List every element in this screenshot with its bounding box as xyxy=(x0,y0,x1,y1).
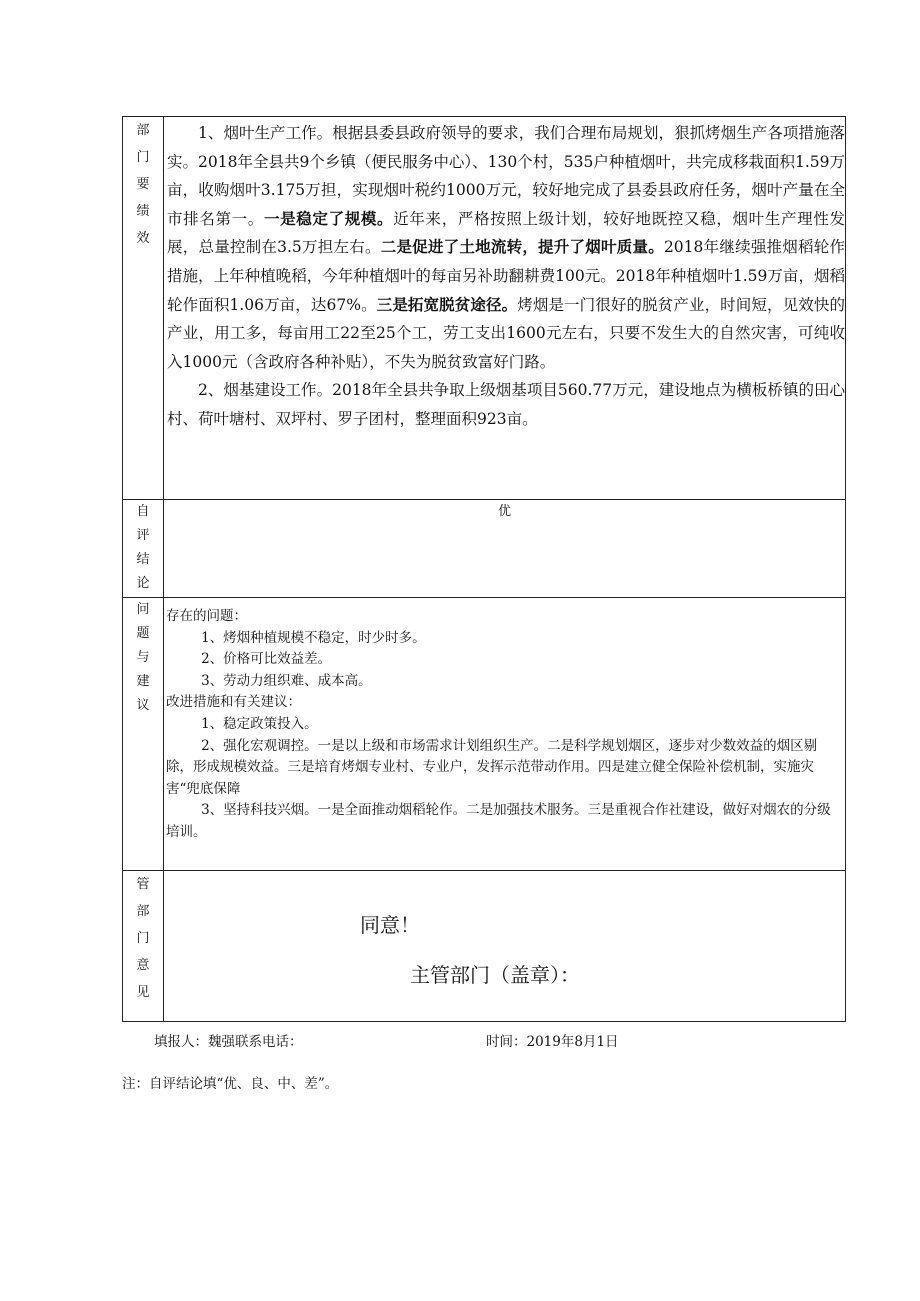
agree-text: 同意！ xyxy=(360,913,420,937)
label-char: 要 xyxy=(136,177,150,192)
form-table xyxy=(122,116,846,1022)
dept-seal-text: 主管部门（盖章）： xyxy=(410,963,580,987)
issues-row xyxy=(123,598,846,871)
label-char: 题 xyxy=(136,626,150,641)
issue-line: 1、烤烟种植规模不稳定，时少时多。 xyxy=(201,629,426,646)
opinion-content xyxy=(164,871,846,1022)
bold-phrase: 三是拓宽脱贫途径。 xyxy=(376,294,518,314)
label-char: 问 xyxy=(136,602,150,617)
performance-row xyxy=(123,117,846,500)
issue-line: 改进措施和有关建议： xyxy=(166,694,301,711)
label-char: 议 xyxy=(136,698,150,713)
issue-line: 3、劳动力组织难、成本高。 xyxy=(201,672,372,689)
issue-line: 3、坚持科技兴烟。一是全面推动烟稻轮作。二是加强技术服务。三是重视合作社建设，做好对烟农的分级培训。 xyxy=(166,802,831,840)
label-char: 管 xyxy=(136,877,150,892)
label-char: 自 xyxy=(136,504,150,519)
issues-label xyxy=(123,598,163,718)
form-footer xyxy=(154,1030,619,1050)
self-eval-row xyxy=(123,500,846,598)
performance-label-cell xyxy=(123,117,164,500)
issues-list xyxy=(164,598,845,844)
evaluation-form xyxy=(122,116,846,1022)
self-eval-label xyxy=(123,500,163,596)
label-char: 与 xyxy=(136,650,150,665)
opinion-label-cell xyxy=(123,871,164,1022)
label-char: 论 xyxy=(136,576,150,591)
opinion-row xyxy=(123,871,846,1022)
text: 近年来，严格按照上级计划，较好地既控又稳，烟叶生产理性发展，总量控制在3.5万担左右。 xyxy=(167,209,845,257)
performance-content xyxy=(164,117,846,500)
text: 烤烟是一门很好的脱贫产业，时间短，见效快的产业，用工多，每亩用工22至25个工，劳工支出1600元左右，只要不发生大的自然灾害，可纯收入1000元（含政府各种补贴），不失为脱贫致富好门路。 xyxy=(167,295,845,371)
text: 2018年继续强推烟稻轮作措施，上年种植晚稻，今年种植烟叶的每亩另补助翻耕费100元。2018年种植烟叶1.59万亩，烟稻轮作面积1.06万亩，达67%。 xyxy=(167,238,845,314)
performance-label xyxy=(123,117,163,252)
label-char: 见 xyxy=(136,985,150,1000)
bold-phrase: 二是促进了土地流转，提升了烟叶质量。 xyxy=(380,237,664,257)
text: 1、烟叶生产工作。根据县委县政府领导的要求，我们合理布局规划，狠抓烤烟生产各项措施落实。2018年全县共9个乡镇（便民服务中心）、130个村，535户种植烟叶，共完成移栽面积1.59万亩，收购烟叶3.175万担，实现烟叶税约1000万元，较好地完成了县委县政府任务，烟叶产量在全市排名第一。 xyxy=(167,124,845,228)
opinion-label xyxy=(123,871,163,1006)
issue-line: 2、强化宏观调控。一是以上级和市场需求计划组织生产。二是科学规划烟区，逐步对少数效益的烟区剔除，形成规模效益。三是培育烤烟专业村、专业户，发挥示范带动作用。四是建立健全保险补偿机制，实施灾害“兜底保障 xyxy=(166,737,818,797)
label-char: 意 xyxy=(136,958,150,973)
label-char: 效 xyxy=(136,231,150,246)
issue-line: 存在的问题： xyxy=(166,608,247,624)
issue-line: 2、价格可比效益差。 xyxy=(201,651,332,668)
issues-content xyxy=(164,598,846,871)
label-char: 门 xyxy=(136,150,150,165)
label-char: 结 xyxy=(136,552,150,567)
filler-info: 填报人：魏强联系电话： xyxy=(154,1034,303,1050)
issues-label-cell xyxy=(123,598,164,871)
label-char: 部 xyxy=(136,904,150,919)
bold-phrase: 一是稳定了规模。 xyxy=(263,208,394,228)
label-char: 建 xyxy=(136,674,150,689)
self-eval-label-cell xyxy=(123,500,164,598)
performance-paragraph-1 xyxy=(167,119,845,376)
self-eval-value: 优 xyxy=(164,500,846,598)
issue-line: 1、稳定政策投入。 xyxy=(201,715,318,732)
performance-paragraph-2: 2、烟基建设工作。2018年全县共争取上级烟基项目560.77万元，建设地点为横板桥镇的田心村、荷叶塘村、双坪村、罗子团村，整理面积923亩。 xyxy=(167,381,845,428)
label-char: 绩 xyxy=(136,204,150,219)
label-char: 部 xyxy=(136,123,150,138)
label-char: 评 xyxy=(136,528,150,543)
fill-date: 时间：2019年8月1日 xyxy=(486,1034,619,1050)
footnote: 注：自评结论填“优、良、中、差”。 xyxy=(122,1076,339,1092)
label-char: 门 xyxy=(136,931,150,946)
